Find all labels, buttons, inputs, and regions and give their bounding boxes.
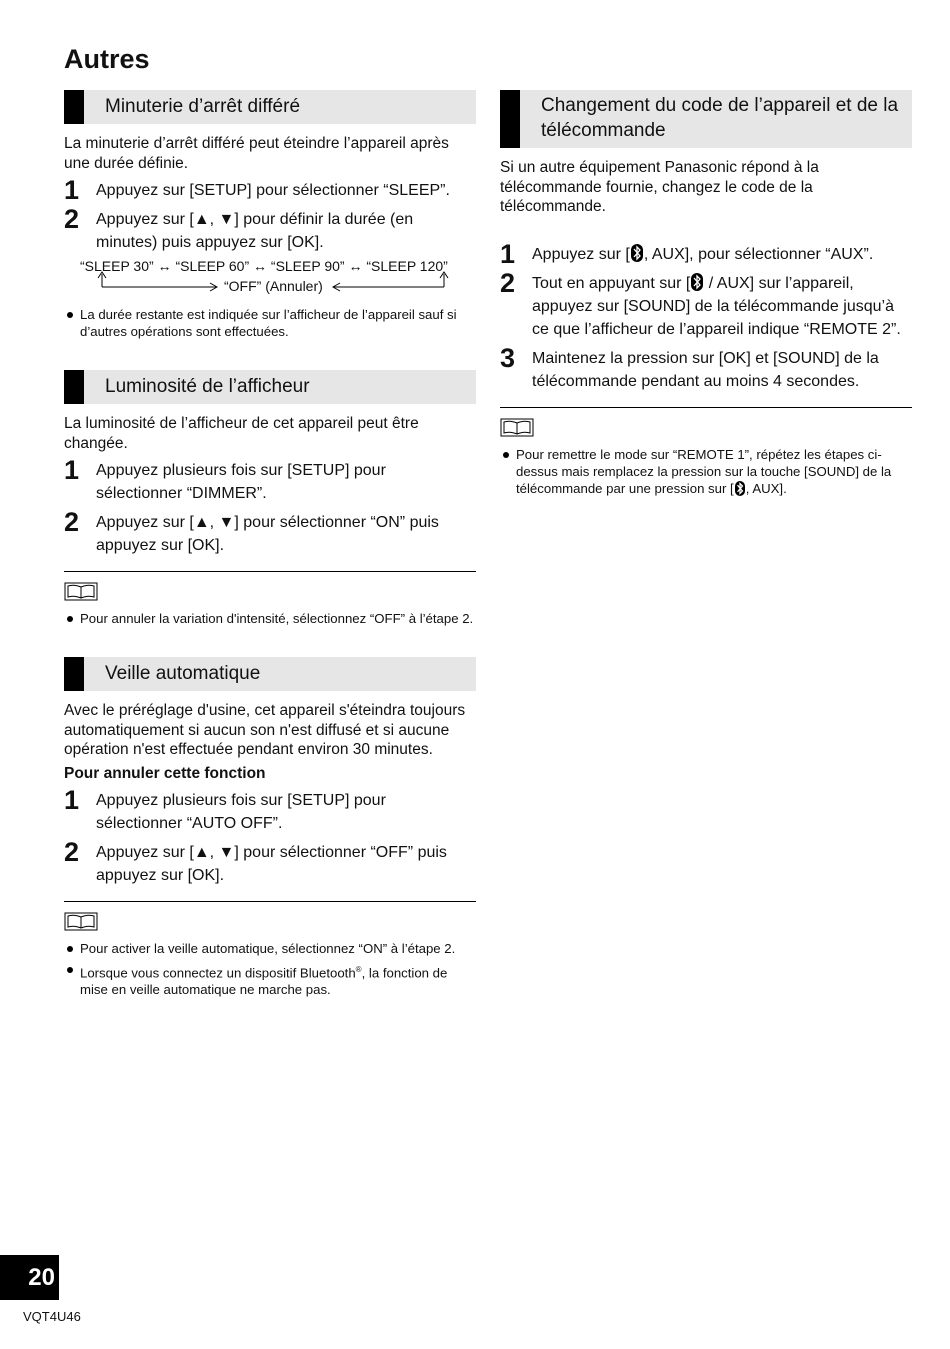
step-text: Appuyez sur [SETUP] pour sélectionner “SLEEP”. — [96, 182, 450, 199]
step-2 — [64, 507, 476, 557]
note-item: Pour activer la veille automatique, sélectionnez “ON” à l’étape 2. — [64, 940, 476, 957]
step-text: Appuyez sur [ — [532, 245, 630, 263]
right-column — [500, 90, 912, 497]
note-text: , AUX]. — [745, 480, 787, 496]
step-number: 1 — [64, 785, 80, 815]
step-3 — [500, 342, 912, 393]
document-code: VQT4U46 — [23, 1309, 81, 1324]
step-1 — [64, 175, 476, 205]
step-2 — [64, 837, 476, 887]
step-1 — [64, 785, 476, 835]
bluetooth-icon — [691, 273, 703, 291]
step-text: Maintenez la pression sur [OK] et [SOUND] de la télécommande pendant au moins 4 secondes. — [532, 349, 879, 390]
note-item — [64, 961, 476, 998]
step-text: Tout en appuyant sur [ — [532, 274, 691, 292]
note-item — [500, 446, 912, 497]
section-intro: Si un autre équipement Panasonic répond à la télécommande fournie, changez le code de la télécommande. — [500, 159, 819, 215]
section-heading: Changement du code de l’appareil et de la télécommande — [500, 90, 912, 148]
step-number: 2 — [64, 507, 80, 537]
step-text: Appuyez plusieurs fois sur [SETUP] pour sélectionner “AUTO OFF”. — [96, 792, 386, 832]
note-text: Lorsque vous connectez un dispositif Bluetooth — [80, 965, 356, 981]
note-text: Pour remettre le mode sur “REMOTE 1”, répétez les étapes ci-dessus mais remplacez la pression sur la touche [SOUND] de la télécommande par une pression sur [ — [516, 446, 892, 496]
page-number: 20 — [0, 1255, 59, 1300]
note-item: Pour annuler la variation d'intensité, sélectionnez “OFF” à l’étape 2. — [64, 610, 476, 627]
step-text: Appuyez sur [▲, ▼] pour sélectionner “OFF” puis appuyez sur [OK]. — [96, 844, 447, 884]
step-number: 2 — [64, 204, 80, 234]
section-display-brightness — [64, 370, 476, 627]
step-text: Appuyez sur [▲, ▼] pour définir la durée (en minutes) puis appuyez sur [OK]. — [96, 211, 414, 251]
bluetooth-icon — [631, 244, 643, 262]
step-text: , AUX], pour sélectionner “AUX”. — [643, 245, 874, 263]
step-1 — [500, 238, 912, 269]
sleep-options: “SLEEP 30” ↔ “SLEEP 60” ↔ “SLEEP 90” ↔ “SLEEP 120” — [80, 258, 448, 274]
section-heading: Luminosité de l’afficheur — [64, 370, 476, 404]
section-intro: La minuterie d’arrêt différé peut éteindre l’appareil après une durée définie. — [64, 135, 449, 172]
section-heading: Minuterie d’arrêt différé — [64, 90, 476, 124]
step-number: 1 — [64, 455, 80, 485]
step-2 — [500, 267, 912, 341]
sleep-cycle-diagram — [64, 258, 476, 302]
divider — [64, 571, 476, 572]
bluetooth-icon — [735, 481, 745, 496]
section-heading: Veille automatique — [64, 657, 476, 691]
note-item: La durée restante est indiquée sur l’afficheur de l’appareil sauf si d’autres opérations sont effectuées. — [64, 306, 476, 340]
step-number: 3 — [500, 342, 516, 373]
section-auto-standby — [64, 657, 476, 998]
step-number: 2 — [500, 267, 516, 298]
book-icon — [64, 582, 98, 601]
step-1 — [64, 455, 476, 505]
left-column — [64, 90, 476, 998]
step-number: 1 — [64, 175, 80, 205]
step-number: 1 — [500, 238, 516, 269]
book-icon — [500, 418, 534, 437]
subheading: Pour annuler cette fonction — [64, 764, 266, 782]
divider — [500, 407, 912, 408]
step-2 — [64, 204, 476, 254]
step-text: Appuyez sur [▲, ▼] pour sélectionner “ON” puis appuyez sur [OK]. — [96, 514, 439, 554]
page-title: Autres — [64, 44, 150, 74]
registered-mark: ® — [355, 965, 362, 974]
divider — [64, 901, 476, 902]
sleep-off-option: “OFF” (Annuler) — [224, 278, 323, 294]
book-icon — [64, 912, 98, 931]
step-number: 2 — [64, 837, 80, 867]
section-sleep-timer — [64, 90, 476, 340]
step-text: / AUX] sur l’appareil, appuyez sur [SOUND] de la télécommande jusqu’à ce que l’afficheur de l’appareil indique “REMOTE 2”. — [532, 274, 901, 338]
section-remote-code — [500, 90, 912, 497]
note-text: , la fonction de mise en veille automatique ne marche pas. — [80, 965, 448, 998]
step-text: Appuyez plusieurs fois sur [SETUP] pour sélectionner “DIMMER”. — [96, 462, 386, 502]
section-intro: La luminosité de l’afficheur de cet appareil peut être changée. — [64, 415, 419, 452]
section-intro: Avec le préréglage d'usine, cet appareil s'éteindra toujours automatiquement si aucun son n'est diffusé et si aucune opération n'est effectuée pendant environ 30 minutes. — [64, 702, 466, 758]
